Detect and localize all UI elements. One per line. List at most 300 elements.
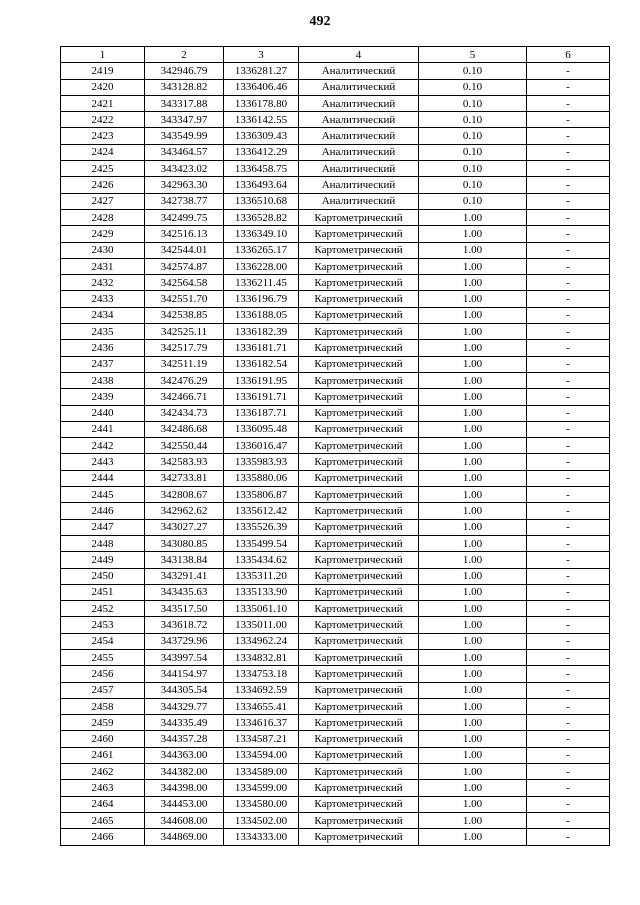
x-coordinate-cell: 344154.97 xyxy=(145,666,224,682)
page-number: 492 xyxy=(309,14,331,29)
point-number-cell: 2421 xyxy=(61,95,145,111)
method-cell: Картометрический xyxy=(299,258,419,274)
table-row xyxy=(61,633,610,649)
y-coordinate-cell: 1336191.71 xyxy=(224,389,299,405)
accuracy-cell: 1.00 xyxy=(419,242,527,258)
x-coordinate-cell: 344329.77 xyxy=(145,698,224,714)
point-number-cell: 2457 xyxy=(61,682,145,698)
point-number-cell: 2424 xyxy=(61,144,145,160)
point-number-cell: 2450 xyxy=(61,568,145,584)
table-row xyxy=(61,112,610,128)
table-row xyxy=(61,698,610,714)
y-coordinate-cell: 1334594.00 xyxy=(224,747,299,763)
table-row xyxy=(61,177,610,193)
method-cell: Картометрический xyxy=(299,275,419,291)
method-cell: Картометрический xyxy=(299,535,419,551)
point-number-cell: 2455 xyxy=(61,649,145,665)
point-number-cell: 2431 xyxy=(61,258,145,274)
x-coordinate-cell: 342511.19 xyxy=(145,356,224,372)
point-number-cell: 2464 xyxy=(61,796,145,812)
table-row xyxy=(61,307,610,323)
method-cell: Картометрический xyxy=(299,829,419,845)
note-cell: - xyxy=(527,584,610,600)
column-header: 1 xyxy=(61,47,145,63)
accuracy-cell: 0.10 xyxy=(419,112,527,128)
table-row xyxy=(61,405,610,421)
method-cell: Картометрический xyxy=(299,764,419,780)
note-cell: - xyxy=(527,438,610,454)
note-cell: - xyxy=(527,764,610,780)
x-coordinate-cell: 344453.00 xyxy=(145,796,224,812)
y-coordinate-cell: 1336528.82 xyxy=(224,209,299,225)
accuracy-cell: 1.00 xyxy=(419,454,527,470)
note-cell: - xyxy=(527,63,610,79)
y-coordinate-cell: 1336211.45 xyxy=(224,275,299,291)
table-row xyxy=(61,812,610,828)
note-cell: - xyxy=(527,487,610,503)
y-coordinate-cell: 1335061.10 xyxy=(224,601,299,617)
note-cell: - xyxy=(527,829,610,845)
accuracy-cell: 1.00 xyxy=(419,780,527,796)
accuracy-cell: 1.00 xyxy=(419,747,527,763)
table-row xyxy=(61,747,610,763)
table-row xyxy=(61,372,610,388)
method-cell: Картометрический xyxy=(299,715,419,731)
table-row xyxy=(61,291,610,307)
y-coordinate-cell: 1335880.06 xyxy=(224,470,299,486)
accuracy-cell: 1.00 xyxy=(419,438,527,454)
table-row xyxy=(61,649,610,665)
method-cell: Картометрический xyxy=(299,389,419,405)
y-coordinate-cell: 1336281.27 xyxy=(224,63,299,79)
table-row xyxy=(61,731,610,747)
method-cell: Аналитический xyxy=(299,79,419,95)
note-cell: - xyxy=(527,209,610,225)
point-number-cell: 2419 xyxy=(61,63,145,79)
method-cell: Картометрический xyxy=(299,584,419,600)
point-number-cell: 2439 xyxy=(61,389,145,405)
point-number-cell: 2437 xyxy=(61,356,145,372)
accuracy-cell: 1.00 xyxy=(419,324,527,340)
y-coordinate-cell: 1336181.71 xyxy=(224,340,299,356)
accuracy-cell: 1.00 xyxy=(419,731,527,747)
method-cell: Аналитический xyxy=(299,112,419,128)
table-row xyxy=(61,144,610,160)
table-row xyxy=(61,601,610,617)
point-number-cell: 2440 xyxy=(61,405,145,421)
accuracy-cell: 1.00 xyxy=(419,209,527,225)
point-number-cell: 2428 xyxy=(61,209,145,225)
x-coordinate-cell: 342564.58 xyxy=(145,275,224,291)
x-coordinate-cell: 344608.00 xyxy=(145,812,224,828)
method-cell: Аналитический xyxy=(299,161,419,177)
point-number-cell: 2426 xyxy=(61,177,145,193)
accuracy-cell: 1.00 xyxy=(419,226,527,242)
point-number-cell: 2451 xyxy=(61,584,145,600)
note-cell: - xyxy=(527,161,610,177)
method-cell: Картометрический xyxy=(299,796,419,812)
method-cell: Картометрический xyxy=(299,780,419,796)
note-cell: - xyxy=(527,666,610,682)
x-coordinate-cell: 343517.50 xyxy=(145,601,224,617)
note-cell: - xyxy=(527,568,610,584)
accuracy-cell: 1.00 xyxy=(419,682,527,698)
point-number-cell: 2456 xyxy=(61,666,145,682)
accuracy-cell: 1.00 xyxy=(419,829,527,845)
point-number-cell: 2448 xyxy=(61,535,145,551)
table-row xyxy=(61,552,610,568)
accuracy-cell: 1.00 xyxy=(419,470,527,486)
y-coordinate-cell: 1336016.47 xyxy=(224,438,299,454)
table-row xyxy=(61,63,610,79)
note-cell: - xyxy=(527,95,610,111)
accuracy-cell: 1.00 xyxy=(419,519,527,535)
x-coordinate-cell: 342963.30 xyxy=(145,177,224,193)
method-cell: Аналитический xyxy=(299,63,419,79)
table-row xyxy=(61,356,610,372)
x-coordinate-cell: 344382.00 xyxy=(145,764,224,780)
point-number-cell: 2466 xyxy=(61,829,145,845)
method-cell: Картометрический xyxy=(299,226,419,242)
note-cell: - xyxy=(527,796,610,812)
table-row xyxy=(61,275,610,291)
accuracy-cell: 0.10 xyxy=(419,161,527,177)
x-coordinate-cell: 343138.84 xyxy=(145,552,224,568)
x-coordinate-cell: 342551.70 xyxy=(145,291,224,307)
note-cell: - xyxy=(527,226,610,242)
point-number-cell: 2434 xyxy=(61,307,145,323)
y-coordinate-cell: 1336265.17 xyxy=(224,242,299,258)
y-coordinate-cell: 1336349.10 xyxy=(224,226,299,242)
table-row xyxy=(61,568,610,584)
table-header xyxy=(61,47,610,63)
table-row xyxy=(61,470,610,486)
accuracy-cell: 1.00 xyxy=(419,405,527,421)
x-coordinate-cell: 343435.63 xyxy=(145,584,224,600)
point-number-cell: 2430 xyxy=(61,242,145,258)
y-coordinate-cell: 1334962.24 xyxy=(224,633,299,649)
note-cell: - xyxy=(527,324,610,340)
note-cell: - xyxy=(527,79,610,95)
note-cell: - xyxy=(527,144,610,160)
accuracy-cell: 1.00 xyxy=(419,698,527,714)
table-row xyxy=(61,617,610,633)
method-cell: Картометрический xyxy=(299,617,419,633)
point-number-cell: 2447 xyxy=(61,519,145,535)
y-coordinate-cell: 1334502.00 xyxy=(224,812,299,828)
point-number-cell: 2433 xyxy=(61,291,145,307)
table-row xyxy=(61,535,610,551)
method-cell: Картометрический xyxy=(299,682,419,698)
point-number-cell: 2452 xyxy=(61,601,145,617)
note-cell: - xyxy=(527,552,610,568)
accuracy-cell: 1.00 xyxy=(419,812,527,828)
method-cell: Картометрический xyxy=(299,812,419,828)
x-coordinate-cell: 342434.73 xyxy=(145,405,224,421)
note-cell: - xyxy=(527,112,610,128)
note-cell: - xyxy=(527,340,610,356)
y-coordinate-cell: 1335983.93 xyxy=(224,454,299,470)
x-coordinate-cell: 342574.87 xyxy=(145,258,224,274)
table-row xyxy=(61,226,610,242)
point-number-cell: 2454 xyxy=(61,633,145,649)
x-coordinate-cell: 344869.00 xyxy=(145,829,224,845)
note-cell: - xyxy=(527,812,610,828)
table-row xyxy=(61,324,610,340)
table-row xyxy=(61,503,610,519)
y-coordinate-cell: 1336182.54 xyxy=(224,356,299,372)
note-cell: - xyxy=(527,275,610,291)
point-number-cell: 2429 xyxy=(61,226,145,242)
accuracy-cell: 1.00 xyxy=(419,617,527,633)
point-number-cell: 2446 xyxy=(61,503,145,519)
table-row xyxy=(61,796,610,812)
note-cell: - xyxy=(527,291,610,307)
header-row xyxy=(61,47,610,63)
table-row xyxy=(61,79,610,95)
y-coordinate-cell: 1336191.95 xyxy=(224,372,299,388)
accuracy-cell: 0.10 xyxy=(419,144,527,160)
accuracy-cell: 0.10 xyxy=(419,128,527,144)
point-number-cell: 2423 xyxy=(61,128,145,144)
x-coordinate-cell: 343128.82 xyxy=(145,79,224,95)
note-cell: - xyxy=(527,503,610,519)
method-cell: Картометрический xyxy=(299,405,419,421)
method-cell: Картометрический xyxy=(299,568,419,584)
point-number-cell: 2432 xyxy=(61,275,145,291)
point-number-cell: 2436 xyxy=(61,340,145,356)
x-coordinate-cell: 344357.28 xyxy=(145,731,224,747)
y-coordinate-cell: 1335526.39 xyxy=(224,519,299,535)
note-cell: - xyxy=(527,356,610,372)
method-cell: Картометрический xyxy=(299,356,419,372)
y-coordinate-cell: 1335011.00 xyxy=(224,617,299,633)
y-coordinate-cell: 1334753.18 xyxy=(224,666,299,682)
y-coordinate-cell: 1336178.80 xyxy=(224,95,299,111)
note-cell: - xyxy=(527,747,610,763)
table-row xyxy=(61,715,610,731)
y-coordinate-cell: 1335499.54 xyxy=(224,535,299,551)
x-coordinate-cell: 342738.77 xyxy=(145,193,224,209)
x-coordinate-cell: 343997.54 xyxy=(145,649,224,665)
x-coordinate-cell: 344363.00 xyxy=(145,747,224,763)
method-cell: Аналитический xyxy=(299,95,419,111)
accuracy-cell: 1.00 xyxy=(419,666,527,682)
y-coordinate-cell: 1335434.62 xyxy=(224,552,299,568)
accuracy-cell: 1.00 xyxy=(419,372,527,388)
point-number-cell: 2420 xyxy=(61,79,145,95)
accuracy-cell: 1.00 xyxy=(419,552,527,568)
method-cell: Картометрический xyxy=(299,698,419,714)
table-row xyxy=(61,209,610,225)
method-cell: Картометрический xyxy=(299,372,419,388)
point-number-cell: 2444 xyxy=(61,470,145,486)
y-coordinate-cell: 1336412.29 xyxy=(224,144,299,160)
point-number-cell: 2462 xyxy=(61,764,145,780)
method-cell: Картометрический xyxy=(299,666,419,682)
x-coordinate-cell: 342466.71 xyxy=(145,389,224,405)
x-coordinate-cell: 342583.93 xyxy=(145,454,224,470)
x-coordinate-cell: 342733.81 xyxy=(145,470,224,486)
y-coordinate-cell: 1334599.00 xyxy=(224,780,299,796)
x-coordinate-cell: 343729.96 xyxy=(145,633,224,649)
x-coordinate-cell: 343423.02 xyxy=(145,161,224,177)
y-coordinate-cell: 1336182.39 xyxy=(224,324,299,340)
table-row xyxy=(61,128,610,144)
y-coordinate-cell: 1334589.00 xyxy=(224,764,299,780)
point-number-cell: 2458 xyxy=(61,698,145,714)
method-cell: Картометрический xyxy=(299,291,419,307)
note-cell: - xyxy=(527,389,610,405)
point-number-cell: 2427 xyxy=(61,193,145,209)
table-row xyxy=(61,666,610,682)
table-row xyxy=(61,389,610,405)
y-coordinate-cell: 1336228.00 xyxy=(224,258,299,274)
method-cell: Картометрический xyxy=(299,633,419,649)
accuracy-cell: 1.00 xyxy=(419,356,527,372)
note-cell: - xyxy=(527,649,610,665)
x-coordinate-cell: 342808.67 xyxy=(145,487,224,503)
table-row xyxy=(61,438,610,454)
accuracy-cell: 1.00 xyxy=(419,568,527,584)
method-cell: Картометрический xyxy=(299,454,419,470)
table-row xyxy=(61,764,610,780)
y-coordinate-cell: 1336493.64 xyxy=(224,177,299,193)
note-cell: - xyxy=(527,177,610,193)
y-coordinate-cell: 1335806.87 xyxy=(224,487,299,503)
note-cell: - xyxy=(527,193,610,209)
x-coordinate-cell: 343464.57 xyxy=(145,144,224,160)
point-number-cell: 2449 xyxy=(61,552,145,568)
method-cell: Картометрический xyxy=(299,307,419,323)
method-cell: Картометрический xyxy=(299,552,419,568)
x-coordinate-cell: 342499.75 xyxy=(145,209,224,225)
x-coordinate-cell: 342962.62 xyxy=(145,503,224,519)
point-number-cell: 2460 xyxy=(61,731,145,747)
x-coordinate-cell: 343317.88 xyxy=(145,95,224,111)
y-coordinate-cell: 1334832.81 xyxy=(224,649,299,665)
accuracy-cell: 1.00 xyxy=(419,421,527,437)
method-cell: Картометрический xyxy=(299,324,419,340)
column-header: 2 xyxy=(145,47,224,63)
column-header: 5 xyxy=(419,47,527,63)
note-cell: - xyxy=(527,307,610,323)
accuracy-cell: 1.00 xyxy=(419,340,527,356)
accuracy-cell: 1.00 xyxy=(419,535,527,551)
x-coordinate-cell: 342550.44 xyxy=(145,438,224,454)
point-number-cell: 2422 xyxy=(61,112,145,128)
accuracy-cell: 1.00 xyxy=(419,796,527,812)
method-cell: Картометрический xyxy=(299,503,419,519)
x-coordinate-cell: 343347.97 xyxy=(145,112,224,128)
x-coordinate-cell: 342946.79 xyxy=(145,63,224,79)
accuracy-cell: 0.10 xyxy=(419,95,527,111)
table-row xyxy=(61,454,610,470)
table-row xyxy=(61,95,610,111)
y-coordinate-cell: 1334333.00 xyxy=(224,829,299,845)
method-cell: Картометрический xyxy=(299,747,419,763)
note-cell: - xyxy=(527,470,610,486)
method-cell: Картометрический xyxy=(299,438,419,454)
point-number-cell: 2463 xyxy=(61,780,145,796)
accuracy-cell: 1.00 xyxy=(419,503,527,519)
note-cell: - xyxy=(527,258,610,274)
point-number-cell: 2453 xyxy=(61,617,145,633)
table-row xyxy=(61,421,610,437)
column-header: 4 xyxy=(299,47,419,63)
method-cell: Аналитический xyxy=(299,128,419,144)
accuracy-cell: 1.00 xyxy=(419,275,527,291)
accuracy-cell: 0.10 xyxy=(419,63,527,79)
note-cell: - xyxy=(527,715,610,731)
method-cell: Картометрический xyxy=(299,340,419,356)
accuracy-cell: 1.00 xyxy=(419,601,527,617)
x-coordinate-cell: 342476.29 xyxy=(145,372,224,388)
y-coordinate-cell: 1336309.43 xyxy=(224,128,299,144)
method-cell: Аналитический xyxy=(299,144,419,160)
accuracy-cell: 1.00 xyxy=(419,389,527,405)
table-row xyxy=(61,193,610,209)
x-coordinate-cell: 343080.85 xyxy=(145,535,224,551)
point-number-cell: 2442 xyxy=(61,438,145,454)
method-cell: Картометрический xyxy=(299,470,419,486)
method-cell: Картометрический xyxy=(299,601,419,617)
y-coordinate-cell: 1335612.42 xyxy=(224,503,299,519)
method-cell: Картометрический xyxy=(299,421,419,437)
method-cell: Картометрический xyxy=(299,731,419,747)
note-cell: - xyxy=(527,519,610,535)
table-row xyxy=(61,584,610,600)
method-cell: Аналитический xyxy=(299,193,419,209)
x-coordinate-cell: 342516.13 xyxy=(145,226,224,242)
note-cell: - xyxy=(527,731,610,747)
note-cell: - xyxy=(527,242,610,258)
y-coordinate-cell: 1336188.05 xyxy=(224,307,299,323)
point-number-cell: 2425 xyxy=(61,161,145,177)
y-coordinate-cell: 1335311.20 xyxy=(224,568,299,584)
y-coordinate-cell: 1334616.37 xyxy=(224,715,299,731)
x-coordinate-cell: 343618.72 xyxy=(145,617,224,633)
x-coordinate-cell: 344335.49 xyxy=(145,715,224,731)
note-cell: - xyxy=(527,405,610,421)
x-coordinate-cell: 344398.00 xyxy=(145,780,224,796)
y-coordinate-cell: 1336406.46 xyxy=(224,79,299,95)
y-coordinate-cell: 1334580.00 xyxy=(224,796,299,812)
point-number-cell: 2445 xyxy=(61,487,145,503)
accuracy-cell: 1.00 xyxy=(419,487,527,503)
table-row xyxy=(61,780,610,796)
x-coordinate-cell: 343291.41 xyxy=(145,568,224,584)
accuracy-cell: 1.00 xyxy=(419,649,527,665)
accuracy-cell: 1.00 xyxy=(419,584,527,600)
y-coordinate-cell: 1335133.90 xyxy=(224,584,299,600)
note-cell: - xyxy=(527,633,610,649)
y-coordinate-cell: 1336458.75 xyxy=(224,161,299,177)
accuracy-cell: 1.00 xyxy=(419,764,527,780)
accuracy-cell: 0.10 xyxy=(419,193,527,209)
note-cell: - xyxy=(527,535,610,551)
point-number-cell: 2435 xyxy=(61,324,145,340)
x-coordinate-cell: 343027.27 xyxy=(145,519,224,535)
table-row xyxy=(61,242,610,258)
accuracy-cell: 1.00 xyxy=(419,715,527,731)
y-coordinate-cell: 1336142.55 xyxy=(224,112,299,128)
table-row xyxy=(61,519,610,535)
note-cell: - xyxy=(527,682,610,698)
y-coordinate-cell: 1336187.71 xyxy=(224,405,299,421)
note-cell: - xyxy=(527,421,610,437)
note-cell: - xyxy=(527,617,610,633)
